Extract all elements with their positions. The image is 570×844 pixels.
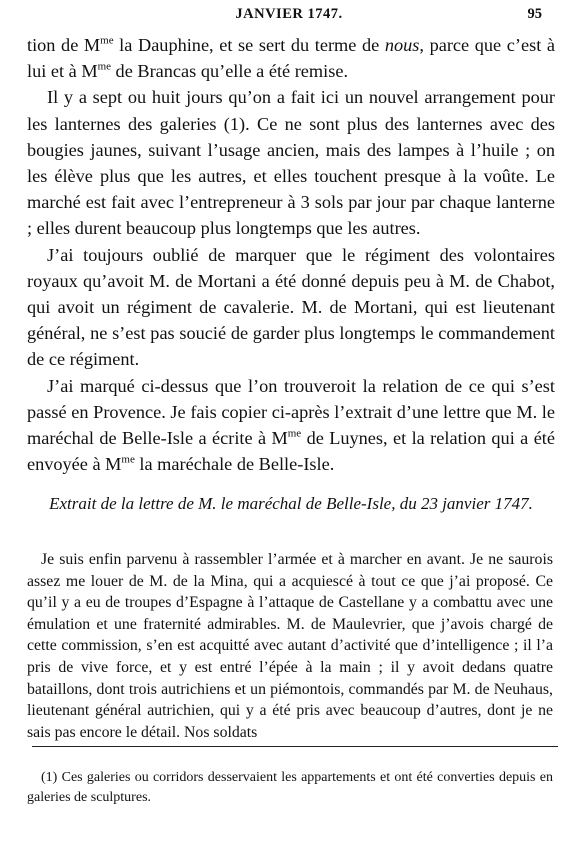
paragraph-1-text-d: de Brancas qu’elle a été remise. (110, 61, 349, 82)
paragraph-1-text-b: la Dauphine, et se sert du terme de (113, 35, 385, 55)
paragraph-4 (27, 373, 555, 478)
paragraph-1-text-a: tion de M (27, 35, 101, 55)
footnote-text: (1) Ces galeries ou corridors desservaient les appartements et ont été converties depuis en galeries de sculptures. (27, 770, 553, 805)
paragraph-1-text-c: , parce que c’est à lui et à M (27, 35, 555, 82)
running-title: JANVIER 1747. (235, 6, 343, 22)
extract-heading: Extrait de la lettre de M. le maréchal de Belle-Isle, du 23 janvier 1747. (49, 494, 533, 513)
letter-paragraph: Je suis enfin parvenu à rassembler l’armée et à marcher en avant. Je ne saurois assez me louer de M. de la Mina, qui a acquiescé à tout ce que j’ai proposé. Ce qu’il y a eu de troupes d’Espagne à l’attaque de Castellane y a combattu avec une émulation et une fraternité admirables. M. de Maulevrier, que j’avois chargé de cette commission, s’en est acquitté avec autant d’activité que d’intelligence ; il l’a pris de vive force, et y est entré l’épée à la main ; il y avoit dedans quatre bataillons, dont trois autrichiens et un piémontois, commandés par M. de Neuhaus, lieutenant général autrichien, qui y a été pris avec beaucoup d’autres, dont je ne sais pas encore le détail. Nos soldats (27, 551, 553, 741)
superscript-me: me (121, 453, 135, 466)
paragraph-4-text-a: J’ai marqué ci-dessus que l’on trouveroit la relation de ce qui s’est passé en Provence. Je fais copier ci-après l’extrait d’une lettre que M. le maréchal de Belle-Isle a écrite à M (27, 375, 555, 449)
paragraph-2: Il y a sept ou huit jours qu’on a fait ici un nouvel arrangement pour les lanternes des galeries (1). Ce ne sont plus des lanternes avec des bougies jaunes, suivant l’usage ancien, mais des lampes à l’huile ; on les élève plus que les autres, et elles touchent presque à la voûte. Le marché est fait avec l’entrepreneur à 3 sols par jour par chaque lanterne ; elles durent beaucoup plus longtemps que les autres. (27, 87, 555, 239)
running-head (28, 6, 550, 26)
footnote (27, 768, 553, 808)
paragraph-3: J’ai toujours oublié de marquer que le régiment des volontaires royaux qu’avoit M. de Mortani a été donné depuis peu à M. de Chabot, qui avoit un régiment de cavalerie. M. de Mortani, qui est lieutenant général, ne s’est pas soucié de garder plus longtemps le commandement de ce régiment. (27, 244, 555, 370)
paragraph-1 (27, 32, 555, 84)
superscript-me: me (97, 60, 111, 73)
superscript-me: me (100, 34, 114, 47)
letter-text (27, 549, 553, 743)
page-number: 95 (527, 6, 542, 22)
main-text (27, 32, 555, 477)
superscript-me: me (287, 427, 302, 440)
paragraph-1-italic-nous: nous (384, 35, 420, 55)
footnote-rule (32, 746, 558, 747)
paragraph-4-text-c: la maréchale de Belle-Isle. (134, 454, 335, 475)
paragraph-4-text-b: de Luynes, et la relation qui a été envoyée à M (27, 428, 555, 475)
